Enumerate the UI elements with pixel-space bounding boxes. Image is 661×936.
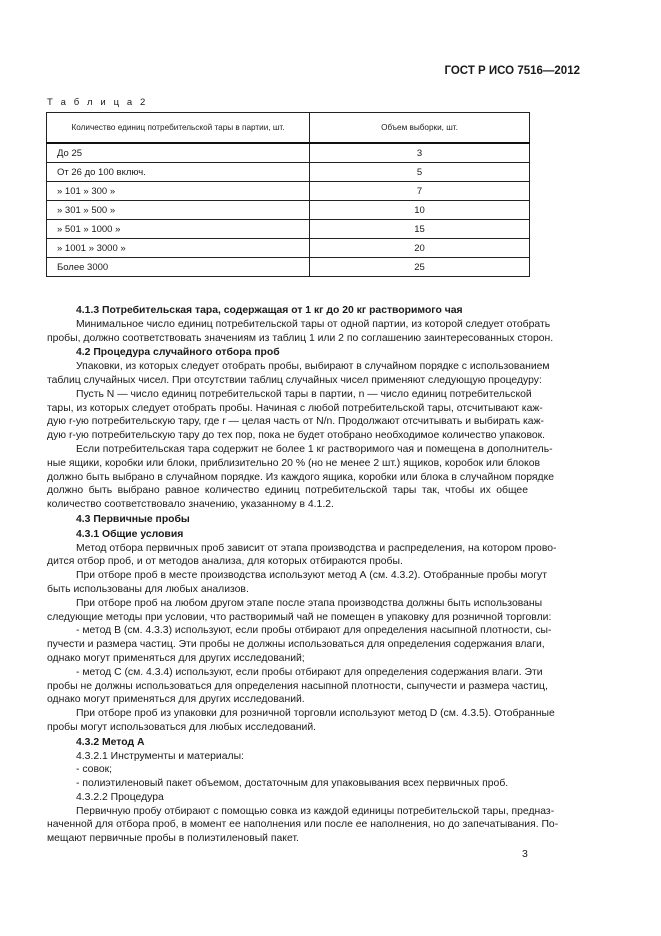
text-line: 4.3.2.2 Процедура	[76, 791, 164, 803]
section-heading	[47, 304, 528, 318]
section-heading	[47, 346, 528, 360]
text-line: - метод С (см. 4.3.4) используют, если пробы отбирают для определения содержания влаги. Эти	[76, 666, 543, 678]
text-line: должно быть выбрано равное количество единиц потребительской тары так, чтобы их общее	[47, 485, 528, 497]
paragraph	[47, 666, 548, 707]
table-row	[47, 258, 530, 277]
text-line: 4.3.2.1 Инструменты и материалы:	[76, 750, 244, 762]
text-line: 4.1.3 Потребительская тара, содержащая от 1 кг до 20 кг растворимого чая	[76, 305, 463, 316]
paragraph	[47, 360, 550, 388]
text-line: мещают первичные пробы в полиэтиленовый пакет.	[47, 833, 299, 845]
section-heading	[47, 736, 528, 750]
text-line: 4.3.2 Метод А	[76, 736, 145, 748]
cell-quantity: До 25	[47, 143, 310, 163]
cell-quantity: » 301 » 500 »	[47, 201, 310, 220]
cell-quantity: » 1001 » 3000 »	[47, 239, 310, 258]
text-line: Пусть N — число единиц потребительской тары в партии, n — число единиц потребительской	[76, 388, 532, 400]
text-line: - метод В (см. 4.3.3) используют, если пробы отбирают для определения насыпной плотности, сы-	[76, 625, 552, 637]
text-line: - полиэтиленовый пакет объемом, достаточным для упаковывания всех первичных проб.	[76, 778, 509, 790]
cell-quantity: Более 3000	[47, 258, 310, 277]
section-heading	[47, 528, 528, 542]
text-line: дую r-ую потребительскую тару, где r — целая часть от N/n. Продолжают отсчитывать и выбирать каж-	[47, 416, 544, 428]
document-header: ГОСТ Р ИСО 7516—2012	[444, 65, 580, 77]
text-line: 4.3 Первичные пробы	[76, 513, 190, 525]
page-number: 3	[522, 848, 528, 860]
text-line: наченной для отбора проб, в момент ее наполнения или после ее наполнения, но до запечатывания. По-	[47, 819, 559, 831]
cell-quantity: » 501 » 1000 »	[47, 220, 310, 239]
text-line: пробы могут использоваться для любых исследований.	[47, 721, 317, 733]
text-line: Метод отбора первичных проб зависит от этапа производства и распределения, на котором прово-	[76, 542, 557, 554]
text-line: При отборе проб на любом другом этапе после этапа производства должны быть использованы	[76, 597, 543, 609]
cell-sample-size: 10	[310, 201, 530, 220]
paragraph	[47, 805, 559, 846]
text-line: пробы, должно соответствовать значениям из таблиц 1 или 2 по соглашению заинтересованных сторон.	[47, 332, 554, 344]
text-line: однако могут применяться для других исследований;	[47, 652, 305, 664]
paragraph	[47, 542, 557, 570]
cell-sample-size: 15	[310, 220, 530, 239]
text-line: При отборе проб в месте производства используют метод А (см. 4.3.2). Отобранные пробы могут	[76, 570, 548, 582]
text-line: - совок;	[76, 764, 113, 776]
text-line: Упаковки, из которых следует отобрать пробы, выбирают в случайном порядке с использованием	[76, 361, 550, 373]
table-header-row	[47, 113, 530, 144]
paragraph	[47, 569, 548, 597]
text-line: ные ящики, коробки или блоки, приблизительно 20 % (но не менее 2 шт.) ящиков, коробок или блоков	[47, 457, 540, 469]
text-line: следующие методы при условии, что растворимый чай не помещен в упаковку для розничной торговли:	[47, 611, 552, 623]
text-line: однако могут применяться для других исследований.	[47, 694, 305, 706]
paragraph	[47, 763, 528, 777]
sample-size-table	[46, 112, 530, 277]
table-row	[47, 182, 530, 201]
text-line: таблиц случайных чисел. При отсутствии таблиц случайных чисел применяют следующую процедуру:	[47, 374, 542, 386]
text-line: Если потребительская тара содержит не более 1 кг растворимого чая и помещена в дополнитель-	[76, 443, 553, 455]
text-line: пучести и размера частиц. Эти пробы не должны использоваться для определения содержания влаги,	[47, 639, 545, 651]
text-line: тары, из которых следует отобрать пробы. Начиная с любой потребительской тары, отсчитывают каж-	[47, 402, 543, 414]
paragraph	[47, 791, 528, 805]
table-row	[47, 239, 530, 258]
text-line: быть использованы для любых анализов.	[47, 583, 249, 595]
text-line: Первичную пробу отбирают с помощью совка из каждой единицы потребительской тары, предназ-	[76, 805, 555, 817]
text-line: должно быть выбрано в случайном порядке. Из каждого ящика, коробки или блока в случайном порядке	[47, 471, 555, 483]
cell-sample-size: 5	[310, 163, 530, 182]
text-line: количество соответствовало значению, указанному в 4.1.2.	[47, 499, 334, 511]
paragraph	[47, 777, 528, 791]
table-row	[47, 220, 530, 239]
text-line: дую r-ую потребительскую тару до тех пор, пока не будет отобрано необходимое количество упаковок.	[47, 430, 546, 442]
paragraph	[47, 388, 546, 443]
table-row	[47, 201, 530, 220]
column-header-sample-size: Объем выборки, шт.	[310, 113, 530, 144]
table-caption: Т а б л и ц а 2	[47, 97, 148, 108]
body-text	[47, 303, 559, 846]
table-row	[47, 163, 530, 182]
text-line: 4.3.1 Общие условия	[76, 528, 184, 540]
paragraph	[47, 597, 552, 625]
text-line: 4.2 Процедура случайного отбора проб	[76, 347, 280, 359]
text-line: дится отбор проб, и от методов анализа, для которых отбираются пробы.	[47, 556, 403, 568]
text-line: Минимальное число единиц потребительской тары от одной партии, из которой следует отобрать	[76, 318, 551, 330]
paragraph	[47, 443, 555, 512]
column-header-quantity: Количество единиц потребительской тары в партии, шт.	[47, 113, 310, 144]
paragraph	[47, 318, 554, 346]
cell-quantity: » 101 » 300 »	[47, 182, 310, 201]
paragraph	[47, 707, 555, 735]
cell-sample-size: 7	[310, 182, 530, 201]
section-heading	[47, 513, 528, 527]
paragraph	[47, 624, 552, 665]
text-line: пробы не должны использоваться для определения насыпной плотности, сыпучести и размера частиц,	[47, 680, 548, 692]
cell-sample-size: 20	[310, 239, 530, 258]
table-row	[47, 143, 530, 163]
cell-quantity: От 26 до 100 включ.	[47, 163, 310, 182]
text-line: При отборе проб из упаковки для розничной торговли используют метод D (см. 4.3.5). Отобранные	[76, 708, 555, 720]
cell-sample-size: 25	[310, 258, 530, 277]
cell-sample-size: 3	[310, 143, 530, 163]
paragraph	[47, 750, 528, 764]
